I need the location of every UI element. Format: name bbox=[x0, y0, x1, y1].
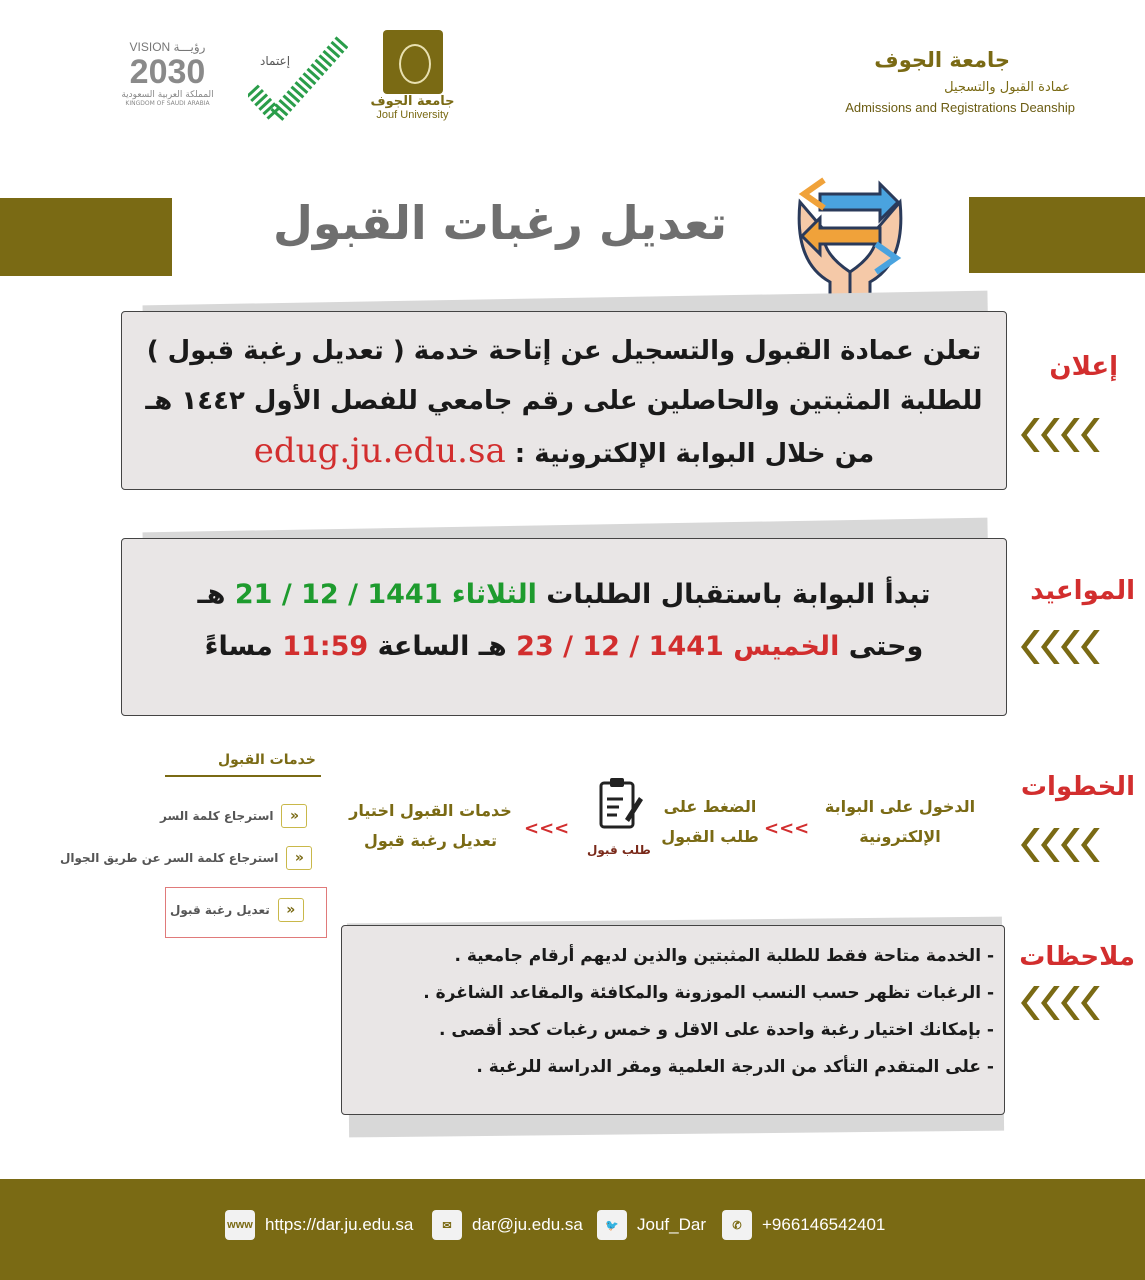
note-item: - الرغبات تظهر حسب النسب الموزونة والمكافئة والمقاعد الشاغرة . bbox=[423, 983, 994, 1003]
announcement-label: إعلان bbox=[1049, 352, 1118, 382]
etimad-logo bbox=[248, 32, 348, 124]
footer-phone[interactable] bbox=[722, 1210, 885, 1240]
note-item: - على المتقدم التأكد من الدرجة العلمية ومقر الدراسة للرغبة . bbox=[476, 1057, 994, 1077]
note-item: - بإمكانك اختيار رغبة واحدة على الاقل و خمس رغبات كحد أقصى . bbox=[438, 1020, 994, 1040]
announcement-line-3-text: من خلال البوابة الإلكترونية : bbox=[514, 439, 875, 469]
service-item-recover-password-mobile[interactable] bbox=[60, 846, 314, 870]
steps-label: الخطوات bbox=[1020, 772, 1135, 802]
hijri-hour-text: هـ الساعة bbox=[377, 631, 507, 662]
etimad-text: إعتماد bbox=[260, 54, 291, 68]
dates-line-2 bbox=[122, 621, 1006, 673]
whatsapp-icon: ✆ bbox=[722, 1210, 752, 1240]
deanship-name-en: Admissions and Registrations Deanship bbox=[845, 100, 1075, 115]
email-link[interactable]: dar@ju.edu.sa bbox=[472, 1215, 583, 1234]
step-arrows-1: <<< bbox=[764, 818, 810, 839]
twitter-icon: 🐦 bbox=[597, 1210, 627, 1240]
twitter-handle[interactable]: Jouf_Dar bbox=[637, 1215, 706, 1234]
dates-line-1 bbox=[122, 569, 1006, 621]
announcement-line-3 bbox=[122, 426, 1006, 479]
vision-year: 2030 bbox=[129, 53, 206, 91]
footer-email[interactable] bbox=[432, 1210, 583, 1240]
double-chevron-icon: « bbox=[286, 846, 312, 870]
end-date: 23 / 12 / 1441 bbox=[516, 631, 724, 662]
evening-text: مساءً bbox=[204, 631, 273, 662]
chevrons-icon bbox=[1027, 828, 1107, 862]
service-item-recover-password[interactable] bbox=[160, 804, 314, 828]
footer bbox=[0, 1179, 1145, 1280]
jouf-emblem-icon bbox=[383, 30, 443, 94]
step-1: الدخول على البوابة الإلكترونية bbox=[824, 797, 976, 846]
chevrons-icon bbox=[1027, 418, 1107, 452]
title-band-left bbox=[0, 198, 172, 276]
notes-label: ملاحظات bbox=[1019, 942, 1135, 972]
request-form-icon-label: طلب قبول bbox=[587, 843, 651, 857]
website-link[interactable]: https://dar.ju.edu.sa bbox=[265, 1215, 414, 1234]
jouf-ar: جامعة الجوف bbox=[370, 94, 455, 109]
vision-2030-logo bbox=[110, 40, 225, 120]
portal-link[interactable]: edug.ju.edu.sa bbox=[253, 431, 506, 471]
service-item-label: استرجاع كلمة السر bbox=[160, 809, 274, 823]
service-item-edit-preference[interactable] bbox=[170, 898, 314, 922]
hijri-suffix: هـ bbox=[197, 579, 226, 610]
globe-icon: www bbox=[225, 1210, 255, 1240]
title-band-right bbox=[969, 197, 1145, 273]
announcement-line-2: للطلبة المثبتين والحاصلين على رقم جامعي للفصل الأول ١٤٤٢ هـ bbox=[145, 386, 983, 416]
announcement-line-1: تعلن عمادة القبول والتسجيل عن إتاحة خدمة ( تعديل رغبة قبول ) bbox=[146, 336, 982, 366]
service-item-label: استرجاع كلمة السر عن طريق الجوال bbox=[60, 851, 279, 865]
footer-website[interactable] bbox=[225, 1210, 413, 1240]
vision-kingdom-ar: المملكة العربية السعودية bbox=[121, 90, 214, 100]
chevrons-icon bbox=[1027, 986, 1107, 1020]
step-arrows-2: <<< bbox=[524, 818, 570, 839]
university-name: جامعة الجوف bbox=[874, 48, 1010, 72]
start-day: الثلاثاء bbox=[451, 579, 537, 610]
hands-exchange-icon bbox=[790, 172, 910, 302]
phone-number[interactable]: +966146542401 bbox=[762, 1215, 886, 1234]
vision-kingdom-en: KINGDOM OF SAUDI ARABIA bbox=[125, 100, 210, 107]
services-panel-title: خدمات القبول bbox=[218, 752, 316, 768]
step-2: الضغط على طلب القبول bbox=[661, 797, 759, 846]
footer-twitter[interactable] bbox=[597, 1210, 706, 1240]
jouf-university-logo bbox=[360, 30, 465, 130]
deanship-name-ar: عمادة القبول والتسجيل bbox=[944, 80, 1070, 95]
announcement-box bbox=[121, 311, 1007, 490]
notes-box bbox=[341, 925, 1005, 1115]
checkmark-icon bbox=[248, 32, 348, 124]
note-item: - الخدمة متاحة فقط للطلبة المثبتين والذين لديهم أرقام جامعية . bbox=[454, 946, 994, 966]
start-date: 21 / 12 / 1441 bbox=[234, 579, 443, 610]
dates-box bbox=[121, 538, 1007, 716]
dates-start-text: تبدأ البوابة باستقبال الطلبات bbox=[546, 579, 931, 610]
end-time: 11:59 bbox=[282, 631, 369, 662]
request-form-icon bbox=[595, 775, 645, 833]
dates-label: المواعيد bbox=[1030, 576, 1135, 606]
service-item-label: تعديل رغبة قبول bbox=[170, 903, 270, 917]
jouf-en: Jouf University bbox=[376, 109, 449, 121]
dates-until-text: وحتى bbox=[848, 631, 924, 662]
vision-top-text: VISION رؤيـــة bbox=[129, 40, 206, 54]
chevrons-icon bbox=[1027, 630, 1107, 664]
step-3: خدمات القبول اختيار تعديل رغبة قبول bbox=[349, 801, 512, 850]
mail-icon: ✉ bbox=[432, 1210, 462, 1240]
end-day: الخميس bbox=[733, 631, 840, 662]
double-chevron-icon: « bbox=[281, 804, 307, 828]
page-title: تعديل رغبات القبول bbox=[272, 196, 728, 250]
double-chevron-icon: « bbox=[278, 898, 304, 922]
services-title-underline bbox=[165, 775, 321, 777]
